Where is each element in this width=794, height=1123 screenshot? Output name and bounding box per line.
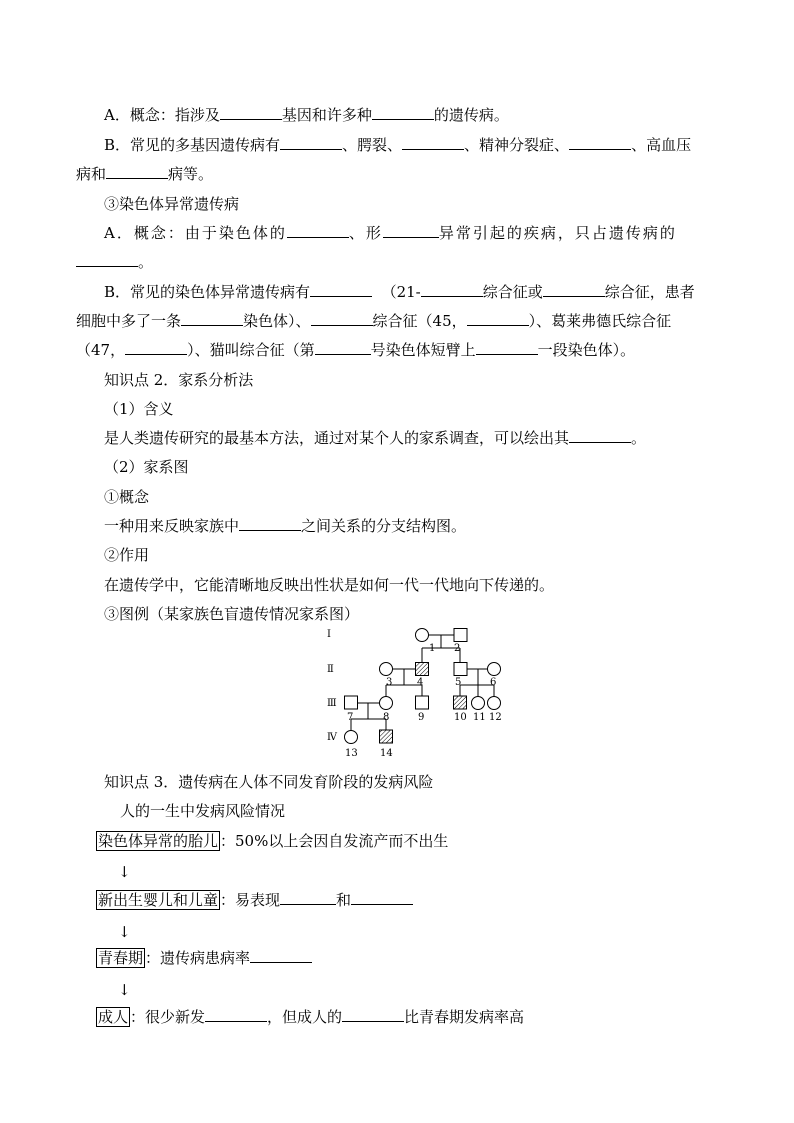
point2-sub2: （2）家系图: [104, 458, 189, 476]
individual-number: 8: [383, 712, 390, 723]
legend-heading: ③图例（某家族色盲遗传情况家系图）: [104, 605, 360, 623]
blank[interactable]: [125, 340, 187, 355]
blank[interactable]: [311, 311, 373, 326]
multigene-examples-line2: 病和 病等。: [76, 165, 214, 183]
individual-4: [416, 663, 429, 676]
blank[interactable]: [106, 164, 168, 179]
down-arrow-icon: ↓: [118, 863, 131, 881]
blank[interactable]: [402, 135, 464, 150]
individual-number: 14: [380, 748, 393, 759]
concept-text: 一种用来反映家族中 之间关系的分支结构图。: [104, 517, 467, 535]
down-arrow-icon: ↓: [118, 981, 131, 999]
individual-13: [345, 731, 358, 744]
chromosome-examples-line3: （47， ）、猫叫综合征（第 号染色体短臂上 一段染色体）。: [76, 341, 636, 359]
stage-adult: 成人 ：很少新发 ，但成人的 比青春期发病率高: [98, 1008, 525, 1026]
individual-11: [472, 697, 485, 710]
blank[interactable]: [569, 135, 631, 150]
stage-label: 染色体异常的胎儿: [98, 832, 219, 850]
individual-8: [380, 697, 393, 710]
individual-number: 4: [417, 677, 424, 688]
blank[interactable]: [421, 282, 483, 297]
blank[interactable]: [569, 428, 631, 443]
stage-puberty: 青春期 ：遗传病患病率: [96, 948, 312, 968]
function-heading: ②作用: [104, 546, 150, 564]
blank[interactable]: [220, 105, 282, 120]
blank[interactable]: [287, 223, 349, 238]
down-arrow-icon: ↓: [118, 923, 131, 941]
chromosome-examples-line: B．常见的染色体异常遗传病有 （21- 综合征或 综合征，患者: [104, 283, 695, 301]
chromosome-concept-line2: 。: [76, 252, 153, 272]
individual-number: 5: [455, 677, 462, 688]
individual-number: 1: [429, 643, 436, 654]
blank[interactable]: [383, 223, 439, 238]
chromosome-examples-line2: 细胞中多了一条 染色体）、 综合征（45， ）、葛莱弗德氏综合征: [76, 312, 672, 330]
concept-heading: ①概念: [104, 488, 150, 506]
individual-3: [380, 663, 393, 676]
blank[interactable]: [250, 948, 312, 963]
blank[interactable]: [205, 1007, 267, 1022]
individual-number: 13: [345, 748, 358, 759]
blank[interactable]: [76, 252, 138, 267]
stage-label: 成人: [98, 1008, 129, 1026]
individual-number: 2: [454, 643, 461, 654]
multigene-concept-line: A．概念：指涉及 基因和许多种 的遗传病。: [104, 106, 509, 124]
individual-number: 12: [489, 712, 502, 723]
individual-1: [416, 629, 429, 642]
individual-14: [380, 730, 393, 743]
point3-heading: 知识点 3．遗传病在人体不同发育阶段的发病风险: [104, 773, 434, 791]
individual-5: [454, 663, 467, 676]
blank[interactable]: [310, 282, 372, 297]
individual-10: [454, 696, 467, 709]
stage-label: 新出生婴儿和儿童: [98, 891, 219, 909]
individual-number: 3: [386, 677, 393, 688]
individual-12: [488, 697, 501, 710]
blank[interactable]: [280, 890, 336, 905]
blank[interactable]: [315, 340, 371, 355]
multigene-examples-line: B．常见的多基因遗传病有 、腭裂、 、精神分裂症、 、高血压: [104, 136, 692, 154]
blank[interactable]: [351, 890, 413, 905]
individual-2: [454, 629, 467, 642]
generation-label: Ⅱ: [327, 664, 334, 675]
blank[interactable]: [342, 1007, 404, 1022]
point3-subtitle: 人的一生中发病风险情况: [120, 802, 286, 820]
chromosome-concept-line: A．概念：由于染色体的 、形 异常引起的疾病，只占遗传病的: [104, 224, 677, 242]
blank[interactable]: [372, 105, 434, 120]
stage-label: 青春期: [98, 949, 144, 967]
individual-number: 7: [347, 712, 354, 723]
generation-label: Ⅳ: [327, 732, 337, 743]
blank[interactable]: [239, 516, 301, 531]
generation-label: Ⅰ: [327, 629, 331, 640]
individual-number: 6: [490, 677, 497, 688]
stage-newborn: 新出生婴儿和儿童 ：易表现 和: [96, 890, 413, 910]
individual-9: [416, 696, 429, 709]
individual-number: 10: [454, 712, 467, 723]
individual-number: 9: [418, 712, 425, 723]
individual-6: [488, 663, 501, 676]
point2-sub1: （1）含义: [104, 400, 174, 418]
blank[interactable]: [467, 311, 529, 326]
generation-label: Ⅲ: [327, 698, 337, 709]
point2-sub1-text: 是人类遗传研究的最基本方法，通过对某个人的家系调查，可以绘出其 。: [104, 429, 647, 447]
blank[interactable]: [476, 340, 538, 355]
function-text: 在遗传学中，它能清晰地反映出性状是如何一代一代地向下传递的。: [104, 576, 555, 594]
blank[interactable]: [280, 135, 342, 150]
stage-fetus: 染色体异常的胎儿 ：50%以上会因自发流产而不出生: [98, 832, 449, 850]
pedigree-chart: [320, 622, 520, 762]
individual-number: 11: [473, 712, 486, 723]
blank[interactable]: [543, 282, 605, 297]
point2-heading: 知识点 2．家系分析法: [104, 371, 254, 389]
chromosome-heading: ③染色体异常遗传病: [104, 195, 240, 213]
blank[interactable]: [181, 311, 243, 326]
individual-7: [345, 696, 358, 709]
